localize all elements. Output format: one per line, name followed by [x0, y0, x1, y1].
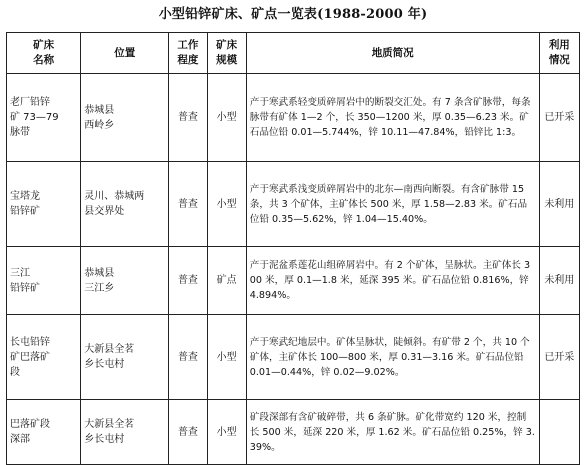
cell-utilization: 未利用	[539, 162, 579, 247]
cell-location: 恭城县 三江乡	[81, 247, 169, 315]
table-row	[7, 400, 580, 465]
table-header-row	[7, 33, 580, 74]
cell-deposit-scale: 矿点	[207, 247, 246, 315]
cell-geology-summary: 产于寒武纪地层中。矿体呈脉状，陡倾斜。有矿带 2 个，共 10 个矿体，主矿体长 100—800 米，厚 0.31—3.16 米。矿石品位铅 0.01—0.44%，锌 0.02—9.02%。	[246, 315, 539, 400]
cell-utilization: 未利用	[539, 247, 579, 315]
cell-location: 恭城县 西岭乡	[81, 74, 169, 162]
cell-deposit-scale: 小型	[207, 162, 246, 247]
cell-deposit-name: 长屯铅锌 矿巴落矿 段	[7, 315, 81, 400]
deposit-table	[6, 32, 580, 465]
header-deposit-name: 矿床 名称	[7, 33, 81, 74]
cell-location: 灵川、恭城两 县交界处	[81, 162, 169, 247]
header-utilization: 利用 情况	[539, 33, 579, 74]
cell-geology-summary: 矿段深部有含矿破碎带，共 6 条矿脉。矿化带宽约 120 米，控制长 500 米，延深 220 米，厚 1.62 米。矿石品位铅 0.25%，锌 3.39%。	[246, 400, 539, 465]
cell-utilization	[539, 400, 579, 465]
header-location: 位置	[81, 33, 169, 74]
cell-location: 大新县全茗 乡长屯村	[81, 400, 169, 465]
document-title: 小型铅锌矿床、矿点一览表(1988-2000 年)	[158, 7, 428, 22]
cell-work-level: 普查	[169, 247, 207, 315]
table-row	[7, 74, 580, 162]
cell-utilization: 已开采	[539, 315, 579, 400]
header-geology-summary: 地质简况	[246, 33, 539, 74]
header-work-level: 工作 程度	[169, 33, 207, 74]
cell-deposit-name: 老厂铅锌 矿 73—79 脉带	[7, 74, 81, 162]
cell-deposit-name: 宝塔龙 铅锌矿	[7, 162, 81, 247]
cell-work-level: 普查	[169, 315, 207, 400]
cell-deposit-name: 巴落矿段 深部	[7, 400, 81, 465]
cell-deposit-scale: 小型	[207, 74, 246, 162]
cell-utilization: 已开采	[539, 74, 579, 162]
cell-work-level: 普查	[169, 74, 207, 162]
table-row	[7, 247, 580, 315]
header-deposit-scale: 矿床 规模	[207, 33, 246, 74]
cell-deposit-scale: 小型	[207, 315, 246, 400]
cell-deposit-name: 三江 铅锌矿	[7, 247, 81, 315]
table-row	[7, 162, 580, 247]
cell-deposit-scale: 小型	[207, 400, 246, 465]
cell-work-level: 普查	[169, 400, 207, 465]
cell-work-level: 普查	[169, 162, 207, 247]
cell-geology-summary: 产于寒武系浅变质碎屑岩中的北东—南西向断裂。有含矿脉带 15 条，共 3 个矿体，主矿体长 500 米，厚 1.58—2.83 米。矿石品位铅 0.35—5.62%，锌 1.04—15.40%。	[246, 162, 539, 247]
cell-geology-summary: 产于寒武系轻变质碎屑岩中的断裂交汇处。有 7 条含矿脉带，每条脉带有矿体 1—2 个，长 350—1200 米，厚 0.35—6.23 米。矿石品位铅 0.01—5.744%，锌 10.11—47.84%，铅锌比 1:3。	[246, 74, 539, 162]
cell-geology-summary: 产于泥盆系莲花山组碎屑岩中。有 2 个矿体，呈脉状。主矿体长 300 米，厚 0.1—1.8 米，延深 395 米。矿石品位铅 0.816%，锌 4.894%。	[246, 247, 539, 315]
table-row	[7, 315, 580, 400]
cell-location: 大新县全茗 乡长屯村	[81, 315, 169, 400]
